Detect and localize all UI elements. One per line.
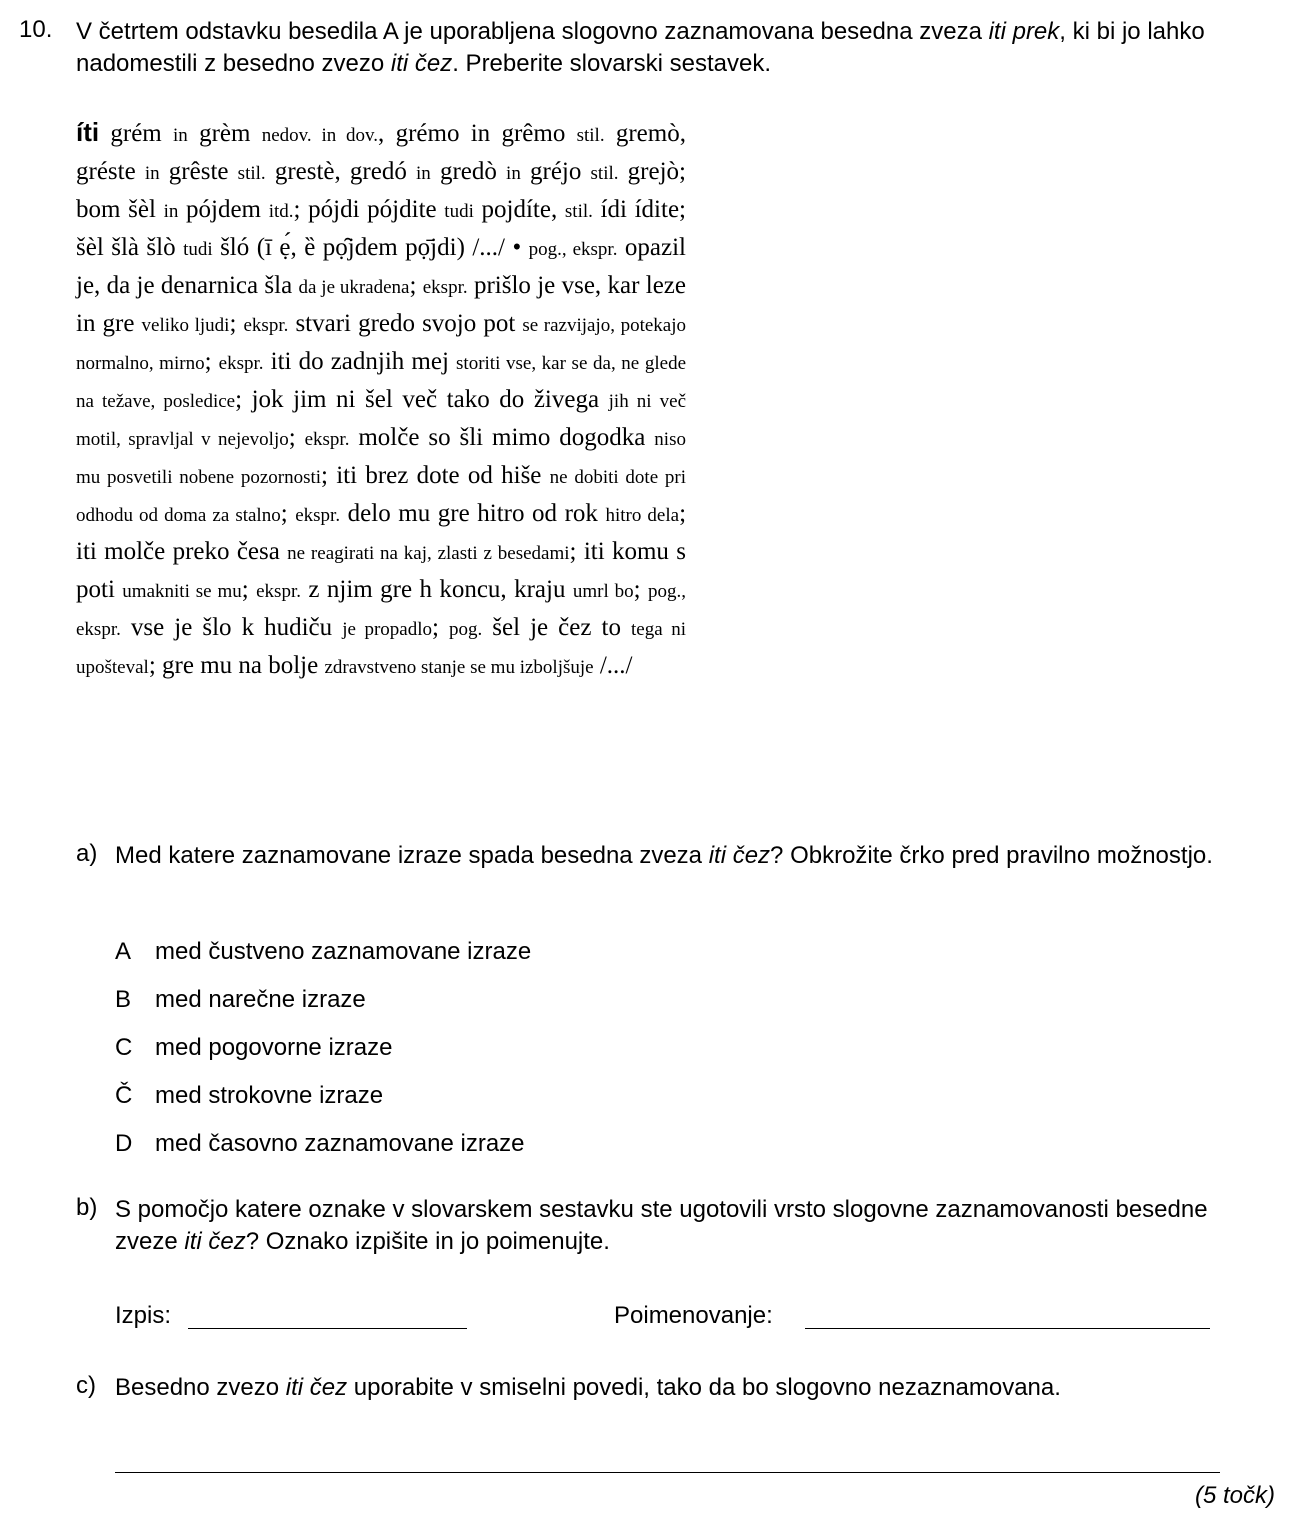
entry-text: ; [204,348,219,375]
entry-text: prišlo je vse, kar leze in gre [76,272,686,337]
option-a-text: med čustveno zaznamovane izraze [155,938,532,965]
entry-gloss: itd. [268,201,294,222]
entry-text: ; [288,424,305,451]
entry-gloss: zdravstveno stanje se mu izboljšuje [324,657,594,678]
entry-text: , grémo [378,120,471,147]
entry-gloss: ne reagirati na kaj, zlasti z besedami [287,543,570,564]
entry-text: ídi ídite; šèl šlà šlò [76,196,686,261]
entry-text: ; [633,576,649,603]
points-label: (5 točk) [1194,1482,1275,1509]
entry-text: opazil je, da je denarnica šla [76,234,686,299]
entry-text: pojdíte, [473,196,565,223]
part-b-question: S pomočjo katere oznake v slovarskem sestavku ste ugotovili vrsto slogovne zaznamovanosti besedne zveze iti čez? Oznako izpišite in jo poimenujte. [115,1196,1208,1255]
entry-text: in [470,120,491,147]
entry-gloss: ekspr. [218,353,264,374]
part-c-label: c) [76,1372,96,1399]
entry-text: z njim gre h koncu, kraju [300,576,573,603]
entry-gloss: in [506,163,521,184]
option-c-letter[interactable]: C [115,1034,133,1061]
entry-text: grém [99,120,174,147]
entry-gloss: umakniti se mu [122,581,242,602]
entry-text: grêste [159,158,238,185]
entry-gloss: ekspr. [243,315,289,336]
entry-gloss: in [173,125,188,146]
entry-text: ; [229,310,244,337]
entry-text: ; iti brez dote od hiše [321,462,550,489]
entry-gloss: stil. [564,201,593,222]
entry-gloss: in [416,163,431,184]
entry-gloss: nedov. in dov. [261,125,379,146]
entry-text: grèm [187,120,262,147]
entry-gloss: ekspr. [295,505,341,526]
option-b-letter[interactable]: B [115,986,132,1013]
question-text: V četrtem odstavku besedila A je uporabljena slogovno zaznamovana besedna zveza iti prek, ki bi jo lahko nadomestili z besedno zvezo iti čez. Preberite slovarski sestavek. [76,18,1205,77]
entry-gloss: je propadlo [342,619,432,640]
entry-text: iti do zadnjih mej [263,348,457,375]
entry-gloss: ne dobiti dote pri odhodu od doma za stalno [76,467,686,526]
entry-text: /.../ [593,652,633,679]
izpis-answer-line[interactable] [188,1328,467,1329]
entry-gloss: veliko ljudi [141,315,230,336]
dictionary-entry [76,114,686,686]
entry-gloss: tega ni upošteval [76,619,686,678]
entry-gloss: pog., ekspr. [76,581,687,640]
question-number: 10. [19,16,53,43]
entry-text: delo mu gre hitro od rok [340,500,606,527]
entry-text: grestè, gredó [265,158,417,185]
sentence-answer-line[interactable] [115,1472,1220,1473]
option-ch-letter[interactable]: Č [115,1082,133,1109]
part-b-label: b) [76,1194,98,1221]
entry-text: vse je šlo k hudiču [120,614,343,641]
entry-text: grejò; bom šèl [76,158,686,223]
entry-gloss: stil. [590,163,619,184]
part-a-question: Med katere zaznamovane izraze spada besedna zveza iti čez? Obkrožite črko pred pravilno možnostjo. [115,842,1213,869]
entry-text: grêmo [490,120,577,147]
option-d-text: med časovno zaznamovane izraze [155,1130,525,1157]
entry-text: gremò, gréste [76,120,686,185]
entry-gloss: stil. [576,125,605,146]
entry-gloss: ekspr. [304,429,350,450]
entry-text: pójdem [178,196,269,223]
entry-text: stvari gredo svojo pot [288,310,523,337]
option-b-text: med narečne izraze [155,986,366,1013]
entry-text: ; [432,614,449,641]
entry-text: ; gre mu na bolje [148,652,325,679]
entry-text: ; [280,500,296,527]
entry-gloss: tudi [444,201,474,222]
poimenovanje-answer-line[interactable] [805,1328,1210,1329]
part-a-label: a) [76,840,98,867]
entry-text: molče so šli mimo dogodka [349,424,655,451]
entry-gloss: in [163,201,179,222]
entry-gloss: umrl bo [572,581,634,602]
entry-gloss: hitro dela [605,505,680,526]
entry-text: ; pójdi pójdite [293,196,445,223]
entry-gloss: ekspr. [256,581,301,602]
option-c-text: med pogovorne izraze [155,1034,393,1061]
entry-gloss: ekspr. [422,277,468,298]
entry-gloss: tudi [183,239,213,260]
entry-text: gréjo [520,158,591,185]
entry-gloss: pog., ekspr. [528,239,618,260]
entry-gloss: niso mu posvetili nobene pozornosti [76,429,686,488]
entry-gloss: jih ni več motil, spravljal v nejevoljo [76,391,687,450]
entry-gloss: da je ukradena [298,277,410,298]
part-c-question: Besedno zvezo iti čez uporabite v smiselni povedi, tako da bo slogovno nezaznamovana. [115,1374,1061,1401]
izpis-label: Izpis: [115,1302,172,1329]
entry-text: ; iti molče preko česa [76,500,687,565]
option-d-letter[interactable]: D [115,1130,133,1157]
option-a-letter[interactable]: A [115,938,132,965]
entry-text: ; iti komu s poti [76,538,686,603]
entry-text: šel je čez to [482,614,632,641]
entry-gloss: storiti vse, kar se da, ne glede na težave, posledice [76,353,687,412]
option-ch-text: med strokovne izraze [155,1082,384,1109]
entry-text: šló (ī ẹ́, ȅ pọ̑jdem pọ̄jdi) /.../ • [212,234,529,261]
entry-text: ; jok jim ni šel več tako do živega [235,386,609,413]
entry-text: ; [409,272,423,299]
entry-text: gredò [430,158,507,185]
entry-gloss: in [144,163,160,184]
entry-gloss: pog. [449,619,483,640]
entry-gloss: stil. [237,163,266,184]
entry-gloss: se razvijajo, potekajo normalno, mirno [76,315,687,374]
entry-headword: íti [76,117,100,147]
entry-text: ; [241,576,257,603]
poimenovanje-label: Poimenovanje: [614,1302,773,1329]
